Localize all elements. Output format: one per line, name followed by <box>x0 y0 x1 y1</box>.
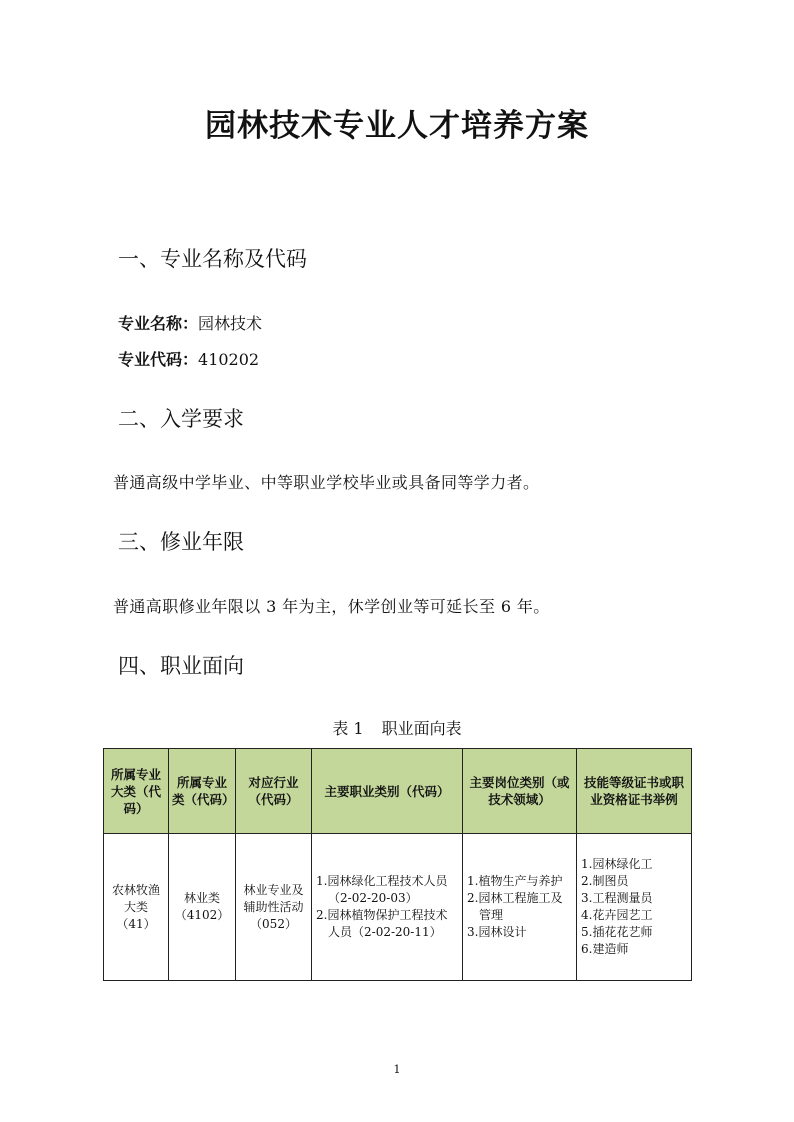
header-major-subcategory: 所属专业类（代码） <box>169 749 236 834</box>
page-number: 1 <box>393 1063 401 1076</box>
position-item: 1.植物生产与养护 <box>467 874 563 888</box>
certificate-item: 6.建造师 <box>581 942 629 956</box>
major-name-value: 园林技术 <box>198 314 263 333</box>
header-position: 主要岗位类别（或技术领域） <box>463 749 577 834</box>
section-heading-admission: 二、入学要求 <box>118 407 244 431</box>
table-row <box>104 834 692 981</box>
header-certificate: 技能等级证书或职业资格证书举例 <box>577 749 692 834</box>
major-name-line <box>118 311 262 334</box>
cell-occupations <box>312 834 463 981</box>
header-occupation: 主要职业类别（代码） <box>312 749 463 834</box>
major-code-value: 410202 <box>198 350 260 369</box>
table-caption <box>0 716 794 739</box>
cell-industry: 林业专业及辅助性活动（052） <box>236 834 312 981</box>
certificate-item: 5.插花花艺师 <box>581 925 653 939</box>
section-heading-career: 四、职业面向 <box>118 654 244 678</box>
cell-category: 农林牧渔大类（41） <box>104 834 169 981</box>
major-code-line <box>118 347 259 370</box>
occupation-item: 2.园林植物保护工程技术人员（2-02-20-11） <box>316 908 448 939</box>
admission-text: 普通高级中学毕业、中等职业学校毕业或具备同等学力者。 <box>113 473 540 492</box>
position-item: 2.园林工程施工及管理 <box>467 891 563 922</box>
header-major-category: 所属专业大类（代码） <box>104 749 169 834</box>
table-caption-title: 职业面向表 <box>381 719 462 738</box>
cell-certificates <box>577 834 692 981</box>
certificate-item: 2.制图员 <box>581 874 629 888</box>
occupation-item: 1.园林绿化工程技术人员（2-02-20-03） <box>316 874 448 905</box>
table-caption-number: 表 1 <box>332 719 364 738</box>
section-heading-duration: 三、修业年限 <box>118 530 244 554</box>
duration-text: 普通高职修业年限以 3 年为主，休学创业等可延长至 6 年。 <box>113 597 550 616</box>
certificate-item: 4.花卉园艺工 <box>581 908 653 922</box>
certificate-item: 1.园林绿化工 <box>581 857 653 871</box>
position-item: 3.园林设计 <box>467 925 527 939</box>
cell-positions <box>463 834 577 981</box>
certificate-item: 3.工程测量员 <box>581 891 653 905</box>
major-code-label: 专业代码： <box>118 350 199 369</box>
document-title: 园林技术专业人才培养方案 <box>205 108 589 144</box>
table-header-row <box>104 749 692 834</box>
cell-subcategory: 林业类（4102） <box>169 834 236 981</box>
header-industry: 对应行业（代码） <box>236 749 312 834</box>
section-heading-name-code: 一、专业名称及代码 <box>118 247 307 271</box>
career-table <box>103 748 692 981</box>
major-name-label: 专业名称： <box>118 314 199 333</box>
